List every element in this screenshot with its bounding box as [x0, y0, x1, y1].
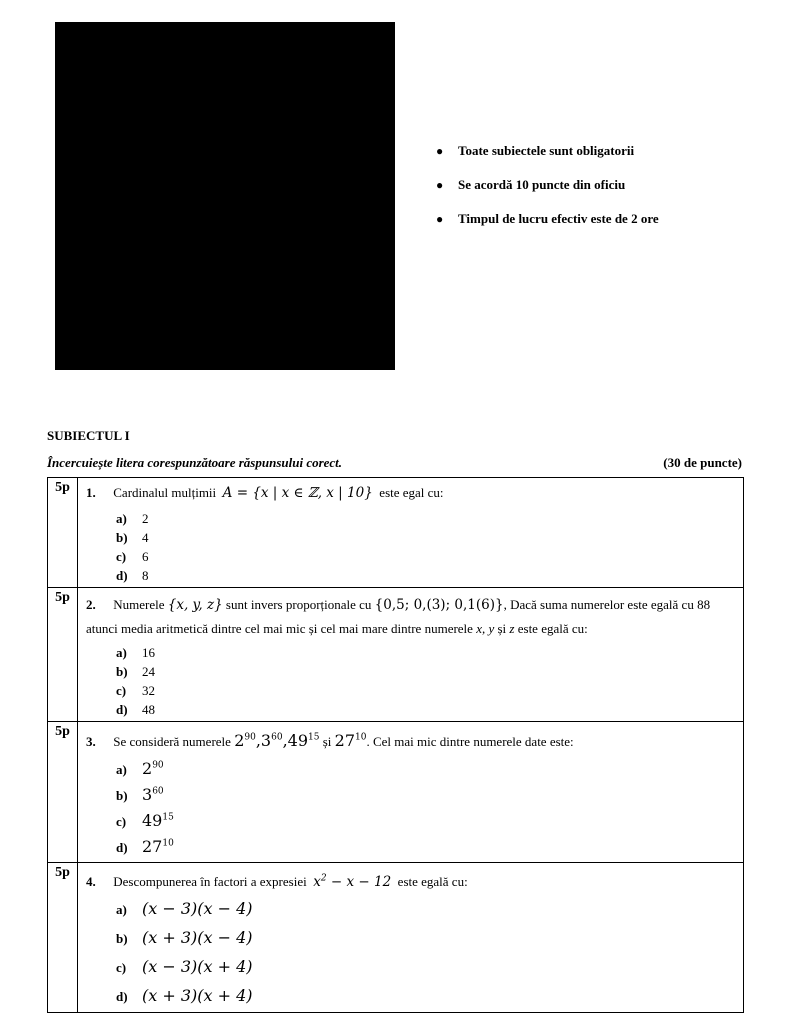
question-cell: [78, 478, 744, 588]
answer-option[interactable]: b) 4: [116, 530, 149, 545]
math-expression: {x, y, z}: [167, 597, 223, 613]
question-number: 2.: [86, 597, 96, 612]
answer-option[interactable]: b) $3^{60}$: [116, 785, 164, 804]
answer-option[interactable]: b) 24: [116, 664, 155, 679]
questions-table: [47, 477, 744, 1013]
math-expression: $27^{10}$: [334, 731, 367, 750]
question-row: [48, 588, 744, 722]
question-text: 2. Numerele {x, y, z} sunt invers proporționale cu {0,5; 0,(3); 0,1(6)}, Dacă suma numerelor este egală cu 88 atunci media aritmetică dintre cel mai mic și cel mai mare dintre numerele x, y și z este egală cu:: [86, 593, 733, 641]
bullet-icon: ●: [436, 144, 444, 158]
redacted-header-box: [55, 22, 395, 370]
answer-options: [116, 509, 733, 585]
points-cell: 5p: [48, 588, 78, 722]
question-cell: [78, 588, 744, 722]
question-text: 1. Cardinalul mulțimii A = {x | x ∈ ℤ, x | 10} este egal cu:: [86, 485, 444, 501]
math-expression: $2^{90},3^{60},49^{15}$: [234, 731, 320, 750]
answer-option[interactable]: d) $27^{10}$: [116, 837, 174, 856]
question-number: 1.: [86, 485, 96, 500]
answer-option[interactable]: d) 8: [116, 568, 149, 583]
question-row: [48, 722, 744, 863]
answer-option[interactable]: a) $2^{90}$: [116, 759, 164, 778]
answer-option[interactable]: b) (x + 3)(x − 4): [116, 928, 253, 947]
rule-item: ● Se acordă 10 puncte din oficiu: [436, 177, 626, 192]
points-cell: 5p: [48, 863, 78, 1013]
section-title: SUBIECTUL I: [47, 428, 130, 443]
math-expression: {0,5; 0,(3); 0,1(6)}: [374, 597, 504, 613]
total-points: (30 de puncte): [663, 455, 742, 470]
rule-item: ● Toate subiectele sunt obligatorii: [436, 143, 635, 158]
question-number: 3.: [86, 734, 96, 749]
answer-option[interactable]: d) (x + 3)(x + 4): [116, 986, 253, 1005]
rule-item: ● Timpul de lucru efectiv este de 2 ore: [436, 211, 659, 226]
question-text: 4. Descompunerea în factori a expresiei $x^2 - x - 12$ este egală cu:: [86, 873, 468, 890]
answer-option[interactable]: c) 6: [116, 549, 149, 564]
exam-rules-list: [436, 143, 659, 245]
points-cell: 5p: [48, 478, 78, 588]
instruction-text: Încercuiește litera corespunzătoare răspunsului corect.: [47, 455, 343, 470]
answer-option[interactable]: a) 2: [116, 511, 149, 526]
math-expression: $x^2 - x - 12$: [313, 873, 392, 890]
answer-options: [116, 894, 733, 1010]
question-cell: [78, 863, 744, 1013]
bullet-icon: ●: [436, 178, 444, 192]
answer-option[interactable]: c) (x − 3)(x + 4): [116, 957, 253, 976]
bullet-icon: ●: [436, 212, 444, 226]
answer-option[interactable]: a) 16: [116, 645, 155, 660]
answer-options: [116, 756, 733, 860]
answer-options: [116, 643, 733, 719]
question-number: 4.: [86, 874, 96, 889]
question-cell: [78, 722, 744, 863]
answer-option[interactable]: a) (x − 3)(x − 4): [116, 899, 253, 918]
question-row: [48, 863, 744, 1013]
question-row: [48, 478, 744, 588]
answer-option[interactable]: d) 48: [116, 702, 155, 717]
answer-option[interactable]: c) 32: [116, 683, 155, 698]
answer-option[interactable]: c) $49^{15}$: [116, 811, 174, 830]
points-cell: 5p: [48, 722, 78, 863]
math-expression: A = {x | x ∈ ℤ, x | 10}: [222, 485, 373, 501]
question-text: 3. Se consideră numerele $2^{90},3^{60},49^{15}$ și $27^{10}$. Cel mai mic dintre numerele date este:: [86, 731, 574, 750]
